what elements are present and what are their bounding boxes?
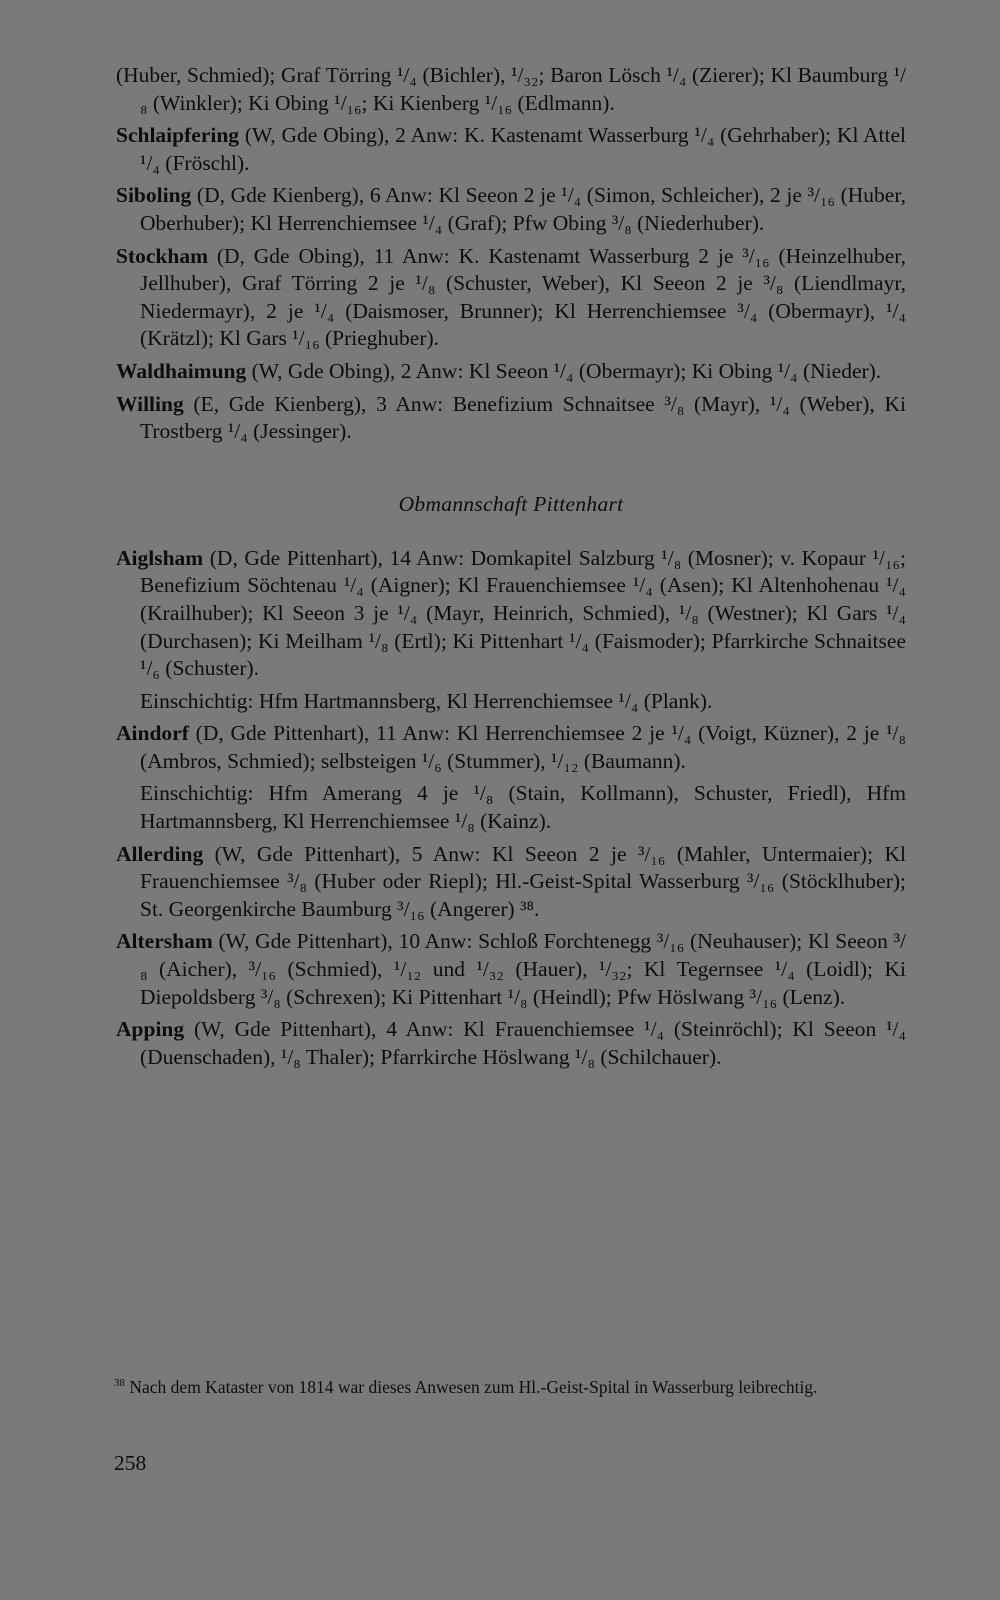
- entry-text: (D, Gde Pittenhart), 11 Anw: Kl Herrenchiemsee 2 je ¹/₄ (Voigt, Küzner), 2 je ¹/₈ (Ambros, Schmied); selbsteigen ¹/₆ (Stummer), ¹/₁₂ (Baumann).: [140, 721, 906, 773]
- section-heading: Obmannschaft Pittenhart: [398, 491, 624, 516]
- main-text-column: [116, 62, 906, 1076]
- entry-name: Aindorf: [116, 721, 189, 746]
- entry-name: Aiglsham: [116, 545, 204, 570]
- entry-text: (W, Gde Pittenhart), 4 Anw: Kl Frauenchiemsee ¹/₄ (Steinröchl); Kl Seeon ¹/₄ (Duenschaden), ¹/₈ Thaler); Pfarrkirche Höslwang ¹/₈ (Schilchauer).: [140, 1017, 906, 1069]
- entry-text: (D, Gde Pittenhart), 14 Anw: Domkapitel Salzburg ¹/₈ (Mosner); v. Kopaur ¹/₁₆; Benefizium Söchtenau ¹/₄ (Aigner); Kl Frauenchiemsee ¹/₄ (Asen); Kl Altenhohenau ¹/₄ (Krailhuber); Kl Seeon 3 je ¹/₄ (Mayr, Heinrich, Schmied), ¹/₈ (Westner); Kl Gars ¹/₄ (Durchasen); Ki Meilham ¹/₈ (Ertl); Ki Pittenhart ¹/₄ (Faismoder); Pfarrkirche Schnaitsee ¹/₆ (Schuster).: [140, 545, 906, 681]
- entry-aiglsham: [116, 545, 906, 683]
- entry-text: (W, Gde Pittenhart), 10 Anw: Schloß Forchtenegg ³/₁₆ (Neuhauser); Kl Seeon ³/₈ (Aicher), ³/₁₆ (Schmied), ¹/₁₂ und ¹/₃₂ (Hauer), ¹/₃₂; Kl Tegernsee ¹/₄ (Loidl); Ki Diepoldsberg ³/₈ (Schrexen); Ki Pittenhart ¹/₈ (Heindl); Pfw Höslwang ³/₁₆ (Lenz).: [140, 929, 906, 1009]
- entry-continuation: [116, 62, 906, 117]
- entry-subnote: Einschichtig: Hfm Hartmannsberg, Kl Herrenchiemsee ¹/₄ (Plank).: [140, 688, 713, 713]
- entry-name: Waldhaimung: [116, 358, 247, 383]
- entry-waldhaimung: [116, 358, 906, 386]
- entry-name: Siboling: [116, 183, 192, 208]
- entry-text: (W, Gde Obing), 2 Anw: Kl Seeon ¹/₄ (Obermayr); Ki Obing ¹/₄ (Nieder).: [246, 358, 882, 383]
- entry-text: (E, Gde Kienberg), 3 Anw: Benefizium Schnaitsee ³/₈ (Mayr), ¹/₄ (Weber), Ki Trostberg ¹/₄ (Jessinger).: [140, 391, 906, 444]
- entry-name: Willing: [116, 391, 184, 416]
- entry-schlaipfering: [116, 122, 906, 177]
- entry-subnote: Einschichtig: Hfm Amerang 4 je ¹/₈ (Stain, Kollmann), Schuster, Friedl), Hfm Hartmannsberg, Kl Herrenchiemsee ¹/₈ (Kainz).: [140, 781, 906, 834]
- entry-name: Apping: [116, 1017, 185, 1042]
- footnote-text: Nach dem Kataster von 1814 war dieses Anwesen zum Hl.-Geist-Spital in Wasserburg leibrechtig.: [129, 1376, 818, 1397]
- entry-stockham: [116, 243, 906, 353]
- entry-apping: [116, 1016, 906, 1071]
- entry-text: (D, Gde Kienberg), 6 Anw: Kl Seeon 2 je ¹/₄ (Simon, Schleicher), 2 je ³/₁₆ (Huber, Oberhuber); Kl Herrenchiemsee ¹/₄ (Graf); Pfw Obing ³/₈ (Niederhuber).: [140, 183, 906, 235]
- entry-siboling: [116, 182, 906, 237]
- page-number: 258: [114, 1451, 147, 1475]
- footnote: [114, 1372, 906, 1399]
- entry-name: Altersham: [116, 929, 213, 954]
- footnote-marker: 38: [114, 1377, 125, 1389]
- entry-text: (D, Gde Obing), 11 Anw: K. Kastenamt Wasserburg 2 je ³/₁₆ (Heinzelhuber, Jellhuber), Graf Törring 2 je ¹/₈ (Schuster, Weber), Kl Seeon 2 je ³/₈ (Liendlmayr, Niedermayr), 2 je ¹/₄ (Daismoser, Brunner); Kl Herrenchiemsee ³/₄ (Obermayr), ¹/₄ (Krätzl); Kl Gars ¹/₁₆ (Prieghuber).: [140, 243, 906, 351]
- entry-willing: [116, 391, 906, 446]
- entry-text: (W, Gde Obing), 2 Anw: K. Kastenamt Wasserburg ¹/₄ (Gehrhaber); Kl Attel ¹/₄ (Fröschl).: [140, 123, 906, 175]
- entry-text: (Huber, Schmied); Graf Törring ¹/₄ (Bichler), ¹/₃₂; Baron Lösch ¹/₄ (Zierer); Kl Baumburg ¹/₈ (Winkler); Ki Obing ¹/₁₆; Ki Kienberg ¹/₁₆ (Edlmann).: [116, 63, 906, 115]
- entry-name: Stockham: [116, 243, 208, 268]
- entry-text: (W, Gde Pittenhart), 5 Anw: Kl Seeon 2 je ³/₁₆ (Mahler, Untermaier); Kl Frauenchiemsee ³/₈ (Huber oder Riepl); Hl.-Geist-Spital Wasserburg ³/₁₆ (Stöcklhuber); St. Georgenkirche Baumburg ³/₁₆ (Angerer) ³⁸.: [140, 841, 906, 921]
- entry-altersham: [116, 928, 906, 1011]
- entry-name: Schlaipfering: [116, 123, 240, 148]
- entry-name: Allerding: [116, 841, 204, 866]
- entry-aindorf: [116, 720, 906, 775]
- entry-allerding: [116, 841, 906, 924]
